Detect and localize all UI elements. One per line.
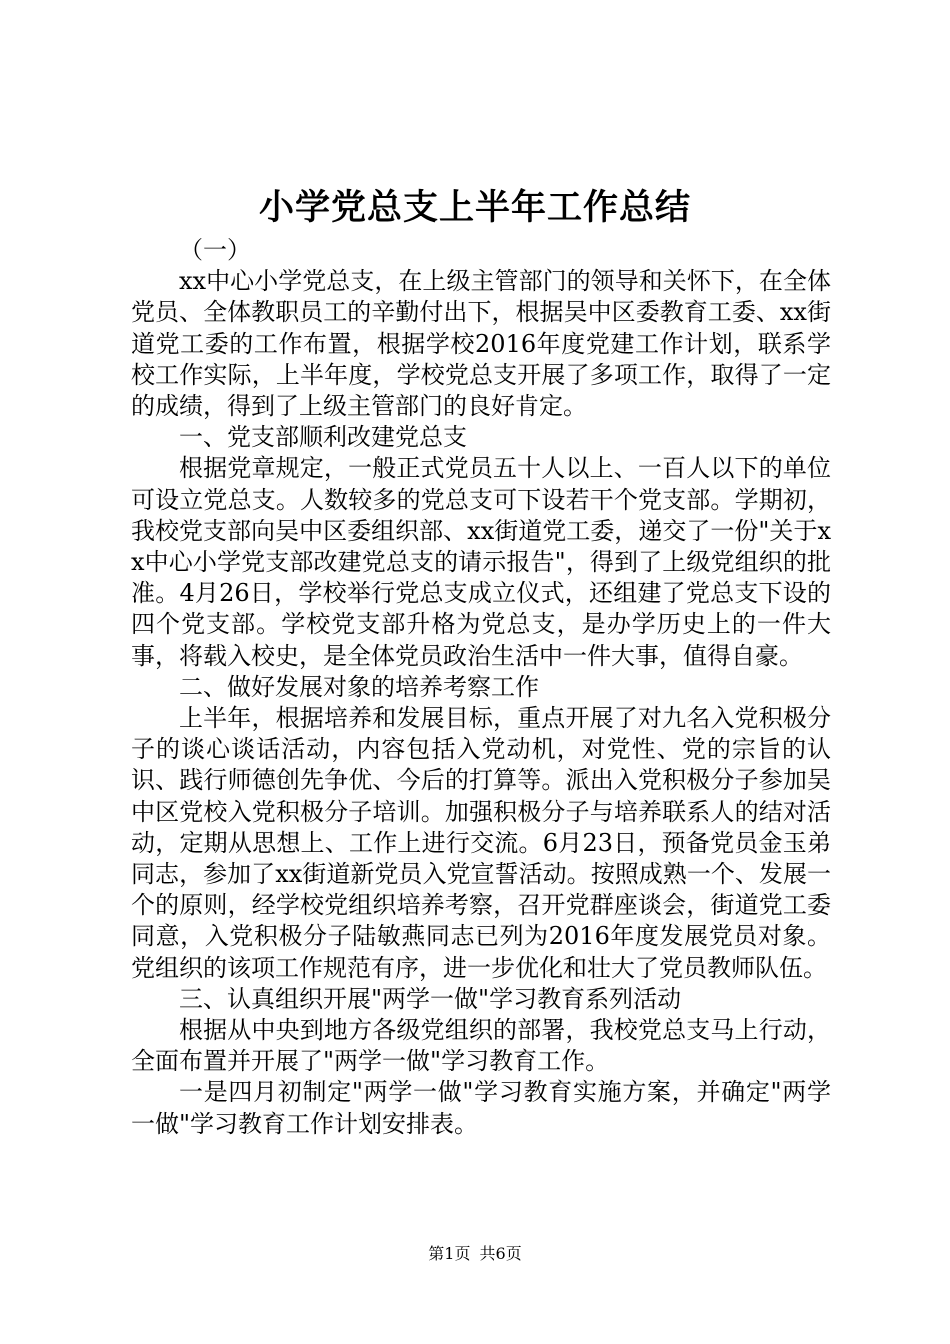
page-number: 第1页 (428, 1244, 471, 1263)
section-3-item-1: 一是四月初制定"两学一做"学习教育实施方案，并确定"两学一做"学习教育工作计划安排表。 (131, 1078, 831, 1138)
intro-paragraph: xx中心小学党总支，在上级主管部门的领导和关怀下，在全体党员、全体教职员工的辛勤付出下，根据吴中区委教育工委、xx街道党工委的工作布置，根据学校2016年度党建工作计划，联系学校工作实际，上半年度，学校党总支开展了多项工作，取得了一定的成绩，得到了上级主管部门的良好肯定。 (131, 267, 831, 421)
document-title: 小学党总支上半年工作总结 (258, 187, 691, 228)
page-total: 共6页 (479, 1244, 522, 1263)
section-marker: （一） (179, 236, 251, 264)
heading-section-2: 二、做好发展对象的培养考察工作 (179, 672, 539, 701)
section-1-paragraph: 根据党章规定，一般正式党员五十人以上、一百人以下的单位可设立党总支。人数较多的党总支可下设若干个党支部。学期初，我校党支部向吴中区委组织部、xx街道党工委，递交了一份"关于xx中心小学党支部改建党总支的请示报告"，得到了上级党组织的批准。4月26日，学校举行党总支成立仪式，还组建了党总支下设的四个党支部。学校党支部升格为党总支，是办学历史上的一件大事，将载入校史，是全体党员政治生活中一件大事，值得自豪。 (131, 454, 831, 670)
section-3-paragraph: 根据从中央到地方各级党组织的部署，我校党总支马上行动，全面布置并开展了"两学一做"学习教育工作。 (131, 1016, 831, 1076)
heading-section-3: 三、认真组织开展"两学一做"学习教育系列活动 (179, 984, 682, 1013)
page-footer (0, 1243, 950, 1265)
heading-section-1: 一、党支部顺利改建党总支 (179, 423, 467, 452)
section-2-paragraph: 上半年，根据培养和发展目标，重点开展了对九名入党积极分子的谈心谈话活动，内容包括入党动机，对党性、党的宗旨的认识、践行师德创先争优、今后的打算等。派出入党积极分子参加吴中区党校入党积极分子培训。加强积极分子与培养联系人的结对活动，定期从思想上、工作上进行交流。6月23日，预备党员金玉弟同志，参加了xx街道新党员入党宣誓活动。按照成熟一个、发展一个的原则，经学校党组织培养考察，召开党群座谈会，街道党工委同意，入党积极分子陆敏燕同志已列为2016年度发展党员对象。党组织的该项工作规范有序，进一步优化和壮大了党员教师队伍。 (131, 704, 831, 982)
document-body (131, 235, 831, 1140)
